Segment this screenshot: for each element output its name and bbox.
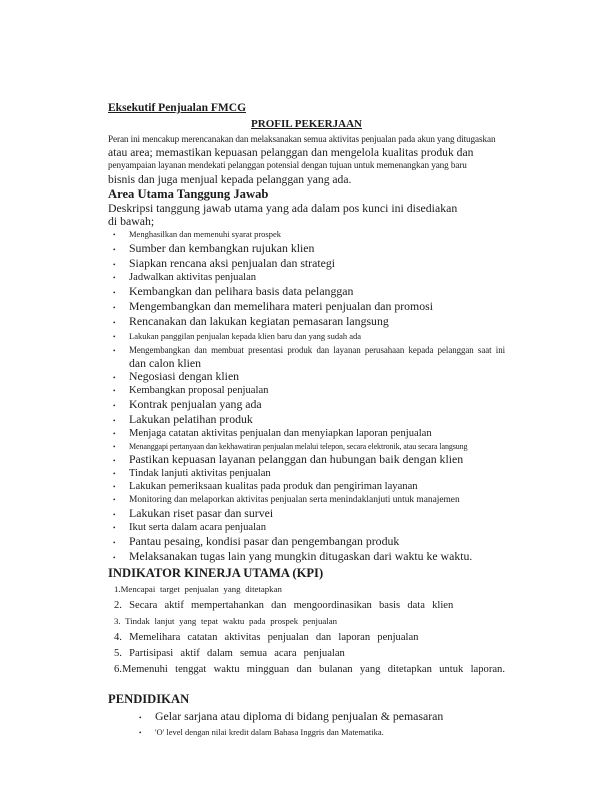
list-item-text: Menanggapi pertanyaan dan kekhawatiran penjualan melalui telepon, secara elektronik, atau secara langsung	[129, 441, 468, 451]
bullet-icon: •	[113, 261, 116, 270]
list-item-text: Lakukan panggilan penjualan kepada klien baru dan yang sudah ada	[129, 330, 362, 341]
list-item-text: Tindak lanjuti aktivitas penjualan	[129, 468, 271, 480]
bullet-icon: •	[113, 401, 116, 410]
intro-line: atau area; memastikan kepuasan pelanggan dan mengelola kualitas produk dan	[108, 146, 474, 160]
responsibilities-list	[108, 228, 505, 565]
list-item	[108, 709, 505, 726]
list-item-text: Pastikan kepuasan layanan pelanggan dan hubungan baik dengan klien	[129, 452, 464, 467]
kpi-item	[108, 661, 505, 677]
list-item-text: Rencanakan dan lakukan kegiatan pemasaran langsung	[129, 313, 389, 328]
description-line: di bawah;	[108, 214, 155, 229]
bullet-icon: •	[113, 470, 116, 479]
list-item	[108, 481, 505, 494]
list-item-text: Lakukan pemeriksaan kualitas pada produk dan pengiriman layanan	[129, 481, 418, 493]
bullet-icon: •	[113, 274, 116, 283]
list-item	[108, 370, 505, 385]
bullet-icon: •	[113, 416, 116, 425]
intro-line: bisnis dan juga menjual kepada pelanggan yang ada.	[108, 172, 352, 186]
kpi-item-text: 5. Partisipasi aktif dalam semua acara penjualan	[114, 647, 345, 659]
list-item	[108, 428, 505, 441]
kpi-item	[108, 597, 505, 613]
kpi-heading: INDIKATOR KINERJA UTAMA (KPI)	[108, 566, 324, 581]
kpi-item	[108, 581, 505, 597]
list-item-text: Lakukan riset pasar dan survei	[129, 506, 274, 521]
responsibilities-heading: Area Utama Tanggung Jawab	[108, 186, 269, 201]
list-item-text: Kembangkan dan pelihara basis data pelanggan	[129, 284, 354, 299]
list-item	[108, 535, 505, 550]
bullet-icon: •	[113, 231, 116, 240]
list-item-text: Gelar sarjana atau diploma di bidang penjualan & pemasaran	[155, 708, 444, 723]
list-item-text: Siapkan rencana aksi penjualan dan strategi	[129, 256, 336, 271]
list-item	[108, 285, 505, 300]
list-item	[108, 398, 505, 413]
profile-heading: PROFIL PEKERJAAN	[251, 118, 362, 130]
bullet-icon: •	[113, 246, 116, 255]
bullet-icon: •	[113, 429, 116, 438]
list-item-text: Ikut serta dalam acara penjualan	[129, 522, 267, 534]
list-item-text: Lakukan pelatihan produk	[129, 411, 253, 426]
kpi-item	[108, 613, 505, 629]
list-item-text: Monitoring dan melaporkan aktivitas penjualan serta menindaklanjuti untuk manajemen	[129, 495, 460, 506]
list-item	[108, 550, 505, 565]
kpi-item	[108, 645, 505, 661]
bullet-icon: •	[113, 442, 116, 451]
bullet-icon: •	[139, 729, 142, 738]
bullet-icon: •	[113, 457, 116, 466]
list-item	[108, 725, 505, 741]
list-item-text: 'O' level dengan nilai kredit dalam Bahasa Inggris dan Matematika.	[155, 727, 384, 738]
bullet-icon: •	[113, 303, 116, 312]
description-line: Deskripsi tanggung jawab utama yang ada dalam pos kunci ini disediakan	[108, 200, 458, 215]
list-item	[108, 300, 505, 315]
bullet-icon: •	[113, 318, 116, 327]
list-item-text: Mengembangkan dan membuat presentasi produk dan layanan perusahaan kepada pelanggan saat ini dan calon klien	[129, 344, 505, 370]
list-item	[108, 344, 505, 370]
list-item-text: Kontrak penjualan yang ada	[129, 396, 262, 411]
bullet-icon: •	[113, 511, 116, 520]
kpi-item-text: 1.Mencapai target penjualan yang ditetapkan	[114, 584, 282, 595]
list-item	[108, 385, 505, 398]
bullet-icon: •	[113, 373, 116, 382]
responsibilities-description	[108, 202, 505, 228]
bullet-icon: •	[113, 289, 116, 298]
list-item-text: Melaksanakan tugas lain yang mungkin ditugaskan dari waktu ke waktu.	[129, 549, 473, 564]
bullet-icon: •	[113, 554, 116, 563]
bullet-icon: •	[113, 496, 116, 505]
kpi-item-text: 4. Memelihara catatan aktivitas penjualan dan laporan penjualan	[114, 631, 419, 643]
list-item	[108, 257, 505, 272]
list-item-text: Negosiasi dengan klien	[129, 368, 240, 383]
list-item-text: Menjaga catatan aktivitas penjualan dan menyiapkan laporan penjualan	[129, 427, 432, 439]
list-item-text: Jadwalkan aktivitas penjualan	[129, 272, 257, 284]
list-item-text: Sumber dan kembangkan rujukan klien	[129, 241, 315, 256]
bullet-icon: •	[113, 483, 116, 492]
kpi-item-text: 3. Tindak lanjut yang tepat waktu pada prospek penjualan	[114, 615, 338, 626]
education-list	[108, 709, 505, 742]
list-item	[108, 507, 505, 522]
list-item	[108, 315, 505, 330]
list-item	[108, 228, 505, 242]
kpi-item-text: 6.Memenuhi tenggat waktu mingguan dan bulanan yang ditetapkan untuk laporan.	[114, 663, 505, 675]
list-item-text: Kembangkan proposal penjualan	[129, 384, 269, 396]
kpi-list	[108, 581, 505, 676]
education-heading: PENDIDIKAN	[108, 691, 190, 706]
list-item-text: Mengembangkan dan memelihara materi penjualan dan promosi	[129, 298, 433, 313]
intro-line: penyampaian layanan mendekati pelanggan potensial dengan tujuan untuk memenangkan yang baru	[108, 160, 467, 171]
kpi-item	[108, 629, 505, 645]
bullet-icon: •	[113, 332, 116, 341]
list-item	[108, 413, 505, 428]
document-title: Eksekutif Penjualan FMCG	[108, 102, 247, 114]
list-item	[108, 330, 505, 344]
bullet-icon: •	[113, 346, 116, 355]
list-item	[108, 453, 505, 468]
bullet-icon: •	[113, 386, 116, 395]
bullet-icon: •	[113, 539, 116, 548]
list-item	[108, 242, 505, 257]
list-item-text: Menghasilkan dan memenuhi syarat prospek	[129, 229, 282, 240]
intro-line: Peran ini mencakup merencanakan dan melaksanakan semua aktivitas penjualan pada akun yang ditugaskan	[108, 134, 496, 144]
list-item-text: Pantau pesaing, kondisi pasar dan pengembangan produk	[129, 534, 400, 549]
bullet-icon: •	[139, 713, 142, 722]
kpi-item-text: 2. Secara aktif mempertahankan dan mengoordinasikan basis data klien	[114, 600, 454, 611]
list-item	[108, 468, 505, 481]
intro-paragraph	[108, 133, 505, 186]
bullet-icon: •	[113, 524, 116, 533]
